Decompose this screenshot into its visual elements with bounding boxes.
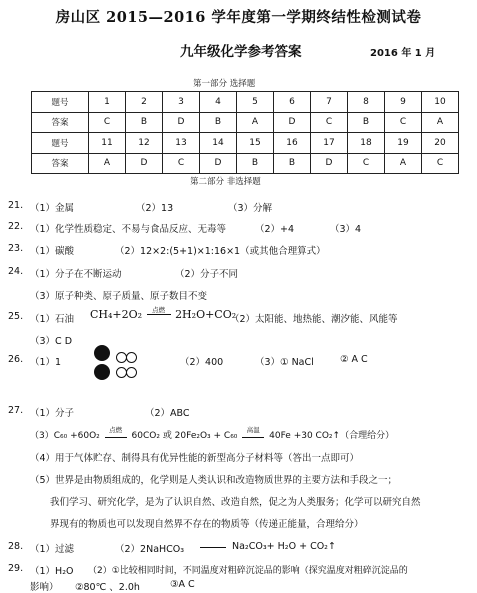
answer-text: （2）2NaHCO₃: [115, 544, 185, 555]
equation-right: 40Fe +30 CO₂↑（合理给分）: [269, 431, 395, 441]
table-cell: 9: [385, 92, 422, 113]
question-number: 24.: [8, 266, 24, 277]
answer-text: （1）分子在不断运动: [30, 269, 122, 280]
equation-right: 2H₂O+CO₂: [175, 308, 237, 321]
table-row: [32, 153, 459, 174]
page-title: 房山区 2015—2016 学年度第一学期终结性检测试卷: [55, 9, 422, 26]
table-cell: D: [163, 112, 200, 133]
answer-text: （2）ABC: [145, 408, 190, 419]
table-cell: C: [89, 112, 126, 133]
table-cell: B: [126, 112, 163, 133]
row-label: 题号: [32, 92, 89, 113]
question-number: 29.: [8, 563, 24, 574]
table-cell: 13: [163, 133, 200, 154]
answer-text: （2）①比较相同时间，不同温度对粗碎沉淀品的影响（探究温度对粗碎沉淀品的: [88, 566, 408, 576]
question-number: 26.: [8, 354, 24, 365]
reaction-arrow: [147, 308, 171, 315]
table-cell: C: [385, 112, 422, 133]
table-cell: B: [200, 112, 237, 133]
table-cell: B: [274, 153, 311, 174]
table-cell: 12: [126, 133, 163, 154]
answer-text: （1）石油: [30, 314, 75, 325]
answer-text: （3）原子种类、原子质量、原子数目不变: [30, 291, 208, 302]
answer-text: （3）分解: [228, 203, 273, 214]
table-cell: D: [200, 153, 237, 174]
question-number: 28.: [8, 541, 24, 552]
answer-table: [31, 91, 459, 174]
reaction-condition: 点燃: [152, 306, 166, 314]
answer-text: （2）400: [180, 357, 224, 368]
table-cell: 15: [237, 133, 274, 154]
table-cell: 5: [237, 92, 274, 113]
part2-title: 第二部分 非选择题: [190, 177, 261, 187]
answer-text: 我们学习、研究化学，是为了认识自然、改造自然，促之为人类服务；化学可以研究自然: [50, 497, 421, 508]
answer-text: （3）4: [330, 224, 362, 235]
table-cell: B: [237, 153, 274, 174]
answer-text: （1）金属: [30, 203, 75, 214]
part1-title: 第一部分 选择题: [193, 79, 256, 89]
answer-text: （1）分子: [30, 408, 75, 419]
answer-text: ② A C: [340, 354, 368, 365]
reaction-arrow: [200, 547, 226, 548]
table-cell: 17: [311, 133, 348, 154]
table-cell: 20: [422, 133, 459, 154]
table-cell: 7: [311, 92, 348, 113]
table-cell: 19: [385, 133, 422, 154]
table-cell: B: [348, 112, 385, 133]
question-number: 23.: [8, 243, 24, 254]
row-label: 答案: [32, 153, 89, 174]
equation-middle: 60CO₂ 或 20Fe₂O₃ + C₆₀: [131, 431, 238, 441]
answer-text: ③A C: [170, 579, 195, 590]
table-cell: 14: [200, 133, 237, 154]
answer-text: （1）碳酸: [30, 246, 75, 257]
answer-text: （2）太阳能、地热能、潮汐能、风能等: [230, 314, 398, 325]
equation-left: CH₄+2O₂: [90, 308, 143, 321]
table-cell: A: [237, 112, 274, 133]
table-cell: 16: [274, 133, 311, 154]
table-cell: 10: [422, 92, 459, 113]
answer-text: （1）H₂O: [30, 566, 74, 577]
table-row: [32, 133, 459, 154]
table-cell: D: [126, 153, 163, 174]
answer-text: （2）12×2:(5+1)×1:16×1（或其他合理算式）: [115, 246, 326, 257]
chemical-equation: [30, 428, 394, 441]
atom-filled-icon: [94, 364, 110, 380]
table-cell: 18: [348, 133, 385, 154]
table-cell: C: [422, 153, 459, 174]
table-cell: D: [274, 112, 311, 133]
chemical-equation: [90, 308, 236, 321]
page-subtitle: 九年级化学参考答案: [180, 44, 302, 60]
reaction-arrow: [105, 426, 127, 438]
row-label: 题号: [32, 133, 89, 154]
answer-text: （1）1: [30, 357, 62, 368]
table-cell: 1: [89, 92, 126, 113]
answer-text: （2）+4: [255, 224, 295, 235]
table-cell: 4: [200, 92, 237, 113]
table-cell: 8: [348, 92, 385, 113]
atom-ring-icon: [126, 367, 137, 378]
atom-filled-icon: [94, 345, 110, 361]
table-cell: 11: [89, 133, 126, 154]
reaction-condition: 点燃: [109, 426, 123, 434]
answer-text: 界现有的物质也可以发现自然界不存在的物质等（传递正能量，合理给分）: [50, 519, 364, 530]
table-cell: 3: [163, 92, 200, 113]
table-cell: 2: [126, 92, 163, 113]
answer-text: （2）13: [136, 203, 174, 214]
table-cell: C: [348, 153, 385, 174]
table-cell: C: [311, 112, 348, 133]
answer-text: Na₂CO₃+ H₂O + CO₂↑: [232, 541, 336, 552]
question-number: 22.: [8, 221, 24, 232]
answer-text: （4）用于气体贮存、制得具有优异性能的新型高分子材料等（答出一点即可）: [30, 453, 360, 464]
answer-text: （3）C D: [30, 336, 73, 347]
table-cell: A: [385, 153, 422, 174]
question-number: 25.: [8, 311, 24, 322]
question-number: 27.: [8, 405, 24, 416]
table-row: [32, 112, 459, 133]
question-number: 21.: [8, 200, 24, 211]
table-cell: D: [311, 153, 348, 174]
equation-left: （3）C₆₀ +60O₂: [30, 431, 100, 441]
answer-text: （2）分子不同: [175, 269, 239, 280]
table-cell: C: [163, 153, 200, 174]
reaction-condition: 高温: [246, 426, 260, 434]
answer-text: （5）世界是由物质组成的，化学则是人类认识和改造物质世界的主要方法和手段之一；: [30, 475, 398, 486]
answer-text: （3）① NaCl: [255, 357, 314, 368]
row-label: 答案: [32, 112, 89, 133]
table-cell: A: [89, 153, 126, 174]
reaction-arrow: [242, 426, 264, 438]
table-row: [32, 92, 459, 113]
answer-text: （1）过滤: [30, 544, 75, 555]
table-cell: A: [422, 112, 459, 133]
table-cell: 6: [274, 92, 311, 113]
atom-ring-icon: [126, 352, 137, 363]
answer-text: 影响）: [30, 582, 59, 593]
answer-text: ②80℃ 、2.0h: [75, 582, 140, 593]
document-date: 2016 年 1 月: [370, 48, 436, 59]
answer-text: （1）化学性质稳定、不易与食品反应、无毒等: [30, 224, 227, 235]
